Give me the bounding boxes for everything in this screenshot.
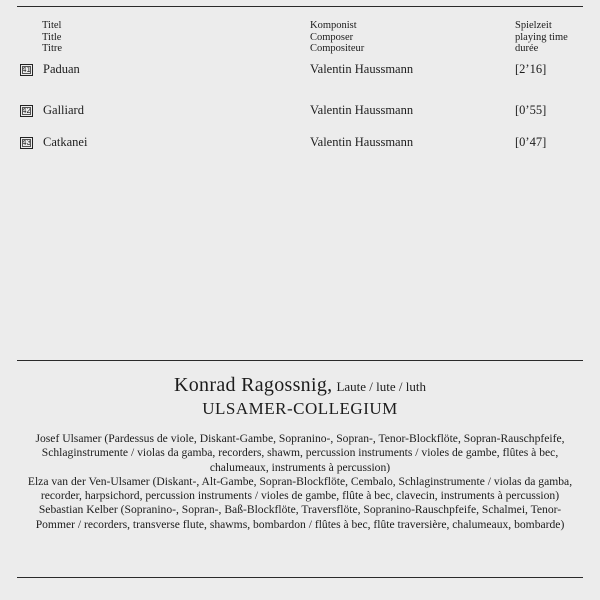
track-row xyxy=(17,103,583,119)
bottom-divider xyxy=(17,577,583,578)
member-entry: Josef Ulsamer (Pardessus de viole, Diskant-Gambe, Sopranino-, Sopran-, Tenor-Blockflöte, Sopran-Rauschpfeife, Schlaginstrumente / violas da gamba, recorders, shawm, percussion instruments / violes de gambe, flûtes à bec, chalumeaux, instruments à percussion) xyxy=(35,432,565,474)
soloist-name: Konrad Ragossnig, xyxy=(174,374,333,396)
header-time-de: Spielzeit xyxy=(515,20,552,31)
track-row xyxy=(17,62,583,78)
column-header-time xyxy=(515,20,568,55)
soloist-instrument: Laute / lute / luth xyxy=(336,379,426,394)
track-row xyxy=(17,135,583,151)
track-title: Catkanei xyxy=(43,135,88,149)
track-duration: [0’55] xyxy=(515,103,547,117)
track-duration: [0’47] xyxy=(515,135,547,149)
header-title-de: Titel xyxy=(42,20,62,31)
performers-heading xyxy=(0,374,600,419)
member-entry: Elza van der Ven-Ulsamer (Diskant-, Alt-Gambe, Sopran-Blockflöte, Cembalo, Schlaginstrumente / violas da gamba, recorder, harpsichord, percussion instruments / violes de gambe, flûte à bec, clavecin, instruments à percussion) xyxy=(27,474,573,503)
header-composer-fr: Compositeur xyxy=(310,43,365,54)
header-title-en: Title xyxy=(42,31,62,43)
track-composer: Valentin Haussmann xyxy=(310,62,414,76)
header-composer-de: Komponist xyxy=(310,20,357,31)
track-composer: Valentin Haussmann xyxy=(310,103,414,117)
header-title-fr: Titre xyxy=(42,43,63,54)
track-number-badge: 42 xyxy=(20,105,33,117)
track-number-badge: 43 xyxy=(20,137,33,149)
column-header-composer xyxy=(310,20,364,55)
soloist-line xyxy=(0,374,600,397)
track-title: Galliard xyxy=(43,103,84,117)
top-divider xyxy=(17,6,583,7)
ensemble-members xyxy=(22,432,578,532)
ensemble-name: ULSAMER-COLLEGIUM xyxy=(202,399,398,418)
member-entry: Sebastian Kelber (Sopranino-, Sopran-, Baß-Blockflöte, Traversflöte, Sopranino-Rauschpfeife, Schalmei, Tenor-Pommer / recorders, transverse flute, shawms, bombardon / flûtes à bec, flûte traversière, chalumeaux, bombarde) xyxy=(35,503,565,531)
track-duration: [2’16] xyxy=(515,62,547,76)
track-title: Paduan xyxy=(43,62,80,76)
header-time-fr: durée xyxy=(515,43,539,54)
middle-divider xyxy=(17,360,583,361)
column-header-title xyxy=(42,20,62,55)
track-number-badge: 41 xyxy=(20,64,33,76)
header-composer-en: Composer xyxy=(310,31,354,43)
header-time-en: playing time xyxy=(515,31,568,43)
track-composer: Valentin Haussmann xyxy=(310,135,414,149)
